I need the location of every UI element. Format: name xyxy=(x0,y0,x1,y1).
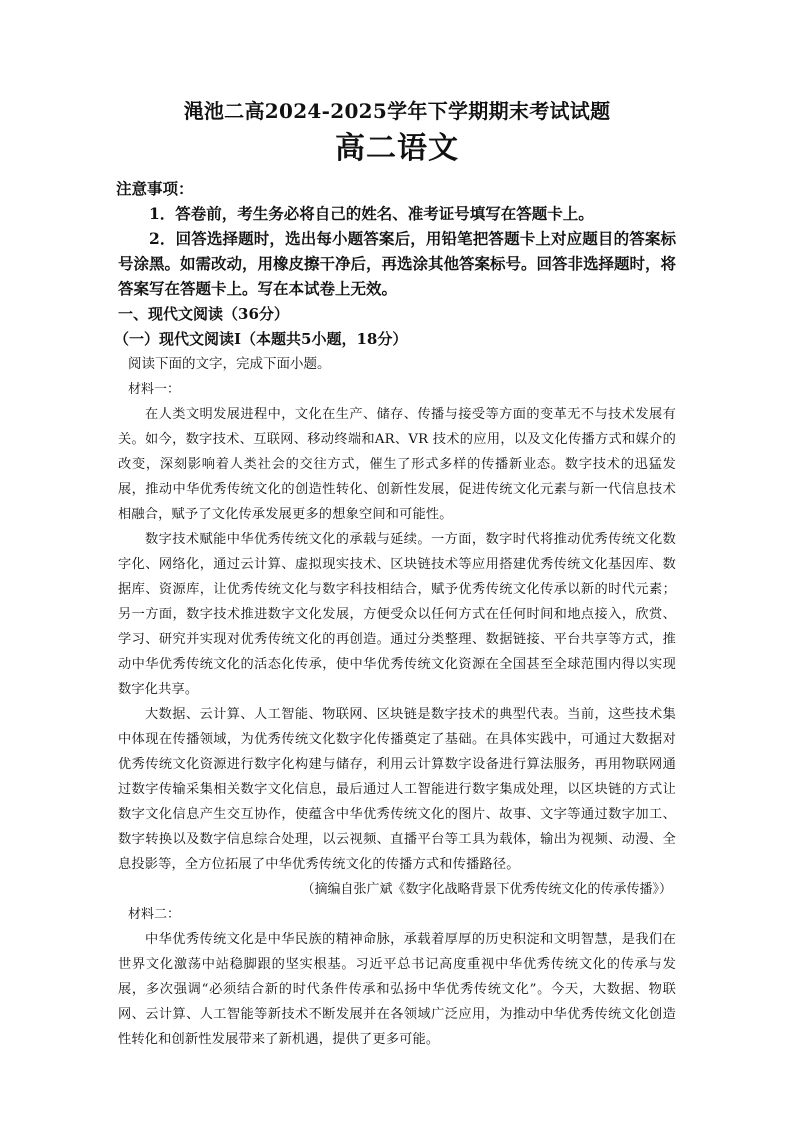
material-1-paragraph: 数字技术赋能中华优秀传统文化的承载与延续。一方面，数字时代将推动优秀传统文化数字化、网络化，通过云计算、虚拟现实技术、区块链技术等应用搭建优秀传统文化基因库、数据库、资源库，让优秀传统文化与数字科技相结合，赋予优秀传统文化传承以新的时代元素；另一方面，数字技术推进数字文化发展，方便受众以任何方式在任何时间和地点接入，欣赏、学习、研究并实现对优秀传统文化的再创造。通过分类整理、数据链接、平台共享等方式，推动中华优秀传统文化的活态化传承，使中华优秀传统文化资源在全国甚至全球范围内得以实现数字化共享。 xyxy=(118,532,676,697)
sub-section-heading: （一）现代文阅读Ⅰ（本题共5小题，18分） xyxy=(114,330,408,348)
subject-title: 高二语文 xyxy=(335,131,459,166)
exam-page xyxy=(114,96,677,1052)
notice-block xyxy=(118,176,676,301)
material-2-paragraph: 中华优秀传统文化是中华民族的精神命脉，承载着厚厚的历史积淀和文明智慧，是我们在世界文化激荡中站稳脚跟的坚实根基。习近平总书记高度重视中华优秀传统文化的传承与发展，多次强调“必须结合新的时代条件传承和弘扬中华优秀传统文化”。今天，大数据、物联网、云计算、人工智能等新技术不断发展并在各领域广泛应用，为推动中华优秀传统文化创造性转化和创新性发展带来了新机遇，提供了更多可能。 xyxy=(118,932,676,1047)
material-1-paragraph: 在人类文明发展进程中，文化在生产、储存、传播与接受等方面的变革无不与技术发展有关。如今，数字技术、互联网、移动终端和AR、VR 技术的应用，以及文化传播方式和媒介的改变，深刻影响着人类社会的交往方式，催生了形式多样的传播新业态。数字技术的迅猛发展，推动中华优秀传统文化的创造性转化、创新性发展，促进传统文化元素与新一代信息技术相融合，赋予了文化传承发展更多的想象空间和可能性。 xyxy=(118,407,676,522)
notice-item-1: 1．答卷前，考生务必将自己的姓名、准考证号填写在答题卡上。 xyxy=(149,204,594,223)
notice-heading: 注意事项： xyxy=(116,179,194,198)
section-heading: 一、现代文阅读（36分） xyxy=(118,305,289,323)
material-1-source: （摘编自张广斌《数字化战略背景下优秀传统文化的传承传播》） xyxy=(301,882,672,897)
material-1-paragraph: 大数据、云计算、人工智能、物联网、区块链是数字技术的典型代表。当前，这些技术集中体现在传播领域，为优秀传统文化数字化传播奠定了基础。在具体实践中，可通过大数据对优秀传统文化资源进行数字化构建与储存，利用云计算数字设备进行算法服务，再用物联网通过数字传输采集相关数字文化信息，最后通过人工智能进行数字集成处理，以区块链的方式让数字文化信息产生交互协作，使蕴含中华优秀传统文化的图片、故事、文字等通过数字加工、数字转换以及数字信息综合处理，以云视频、直播平台等工具为载体，输出为视频、动漫、全息投影等，全方位拓展了中华优秀传统文化的传播方式和传播路径。 xyxy=(118,707,676,872)
reading-instruction: 阅读下面的文字，完成下面小题。 xyxy=(128,356,331,372)
material-1-label: 材料一： xyxy=(128,382,181,397)
exam-title: 渑池二高2024-2025学年下学期期末考试试题 xyxy=(183,99,611,123)
material-2-label: 材料二： xyxy=(128,907,181,922)
notice-item-2: 2．回答选择题时，选出每小题答案后，用铅笔把答题卡上对应题目的答案标号涂黑。如需改动，用橡皮擦干净后，再选涂其他答案标号。回答非选择题时，将答案写在答题卡上。写在本试卷上无效。 xyxy=(118,229,677,298)
